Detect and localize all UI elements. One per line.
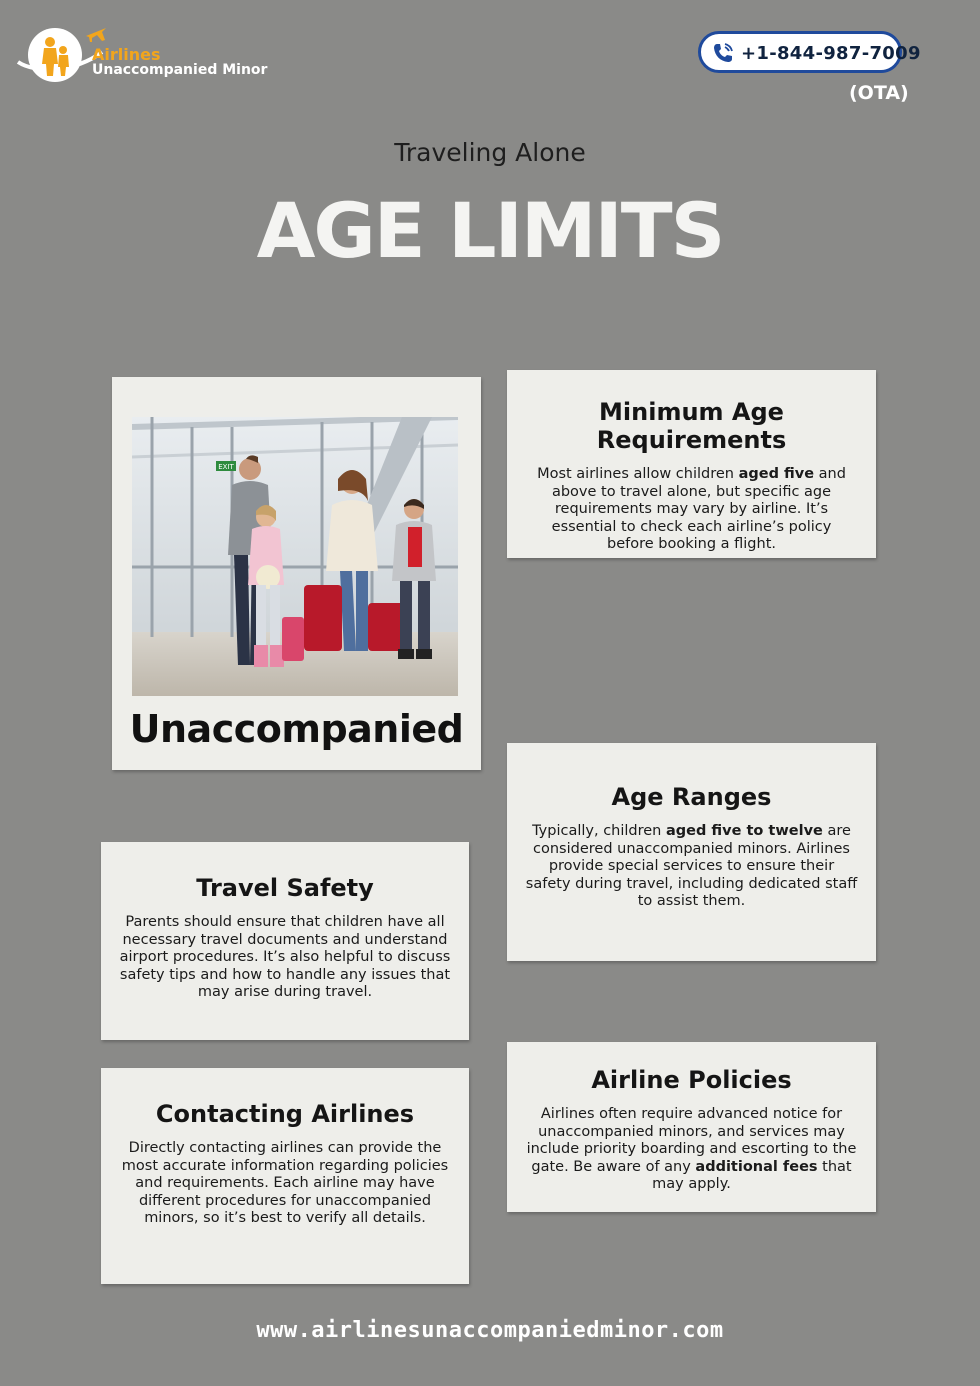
photo-card bbox=[112, 377, 481, 770]
card-minimum-age-text: Most airlines allow children aged five and above to travel alone, but specific age requirements may vary by airline. It’s essential to check each airline’s policy before booking a flight. bbox=[537, 466, 846, 552]
card-travel-safety bbox=[101, 842, 469, 1040]
family-logo-icon bbox=[28, 28, 82, 82]
card-airline-policies-text: Airlines often require advanced notice for unaccompanied minors, and services may include priority boarding and escorting to the gate. Be aware of any additional fees that may apply. bbox=[526, 1106, 857, 1192]
logo[interactable] bbox=[16, 24, 276, 88]
card-contacting-airlines-text: Directly contacting airlines can provide the most accurate information regarding policies and requirements. Each airline may have different procedures for unaccompanied minors, so it’s best to verify all details. bbox=[121, 1140, 449, 1226]
card-travel-safety-text: Parents should ensure that children have all necessary travel documents and understand airport procedures. It’s also helpful to discuss safety tips and how to handle any issues that may arise during travel. bbox=[119, 914, 451, 1000]
page-title: AGE LIMITS bbox=[256, 186, 724, 275]
phone-button[interactable] bbox=[698, 31, 921, 73]
card-contacting-airlines-title: Contacting Airlines bbox=[155, 1100, 415, 1128]
card-contacting-airlines bbox=[101, 1068, 469, 1284]
page-subtitle: Traveling Alone bbox=[394, 138, 586, 167]
card-age-ranges-title: Age Ranges bbox=[611, 783, 772, 811]
card-travel-safety-title: Travel Safety bbox=[196, 874, 374, 902]
card-minimum-age-title: Minimum Age Requirements bbox=[596, 398, 787, 454]
card-age-ranges-text: Typically, children aged five to twelve are considered unaccompanied minors. Airlines provide special services to ensure their safety during travel, including dedicated staff to assist them. bbox=[525, 823, 858, 909]
photo-caption: Unaccompanied bbox=[129, 707, 464, 751]
card-age-ranges bbox=[507, 743, 876, 961]
card-airline-policies-title: Airline Policies bbox=[591, 1066, 792, 1094]
exit-sign-text: EXIT bbox=[218, 463, 234, 471]
logo-subtitle-text: Unaccompanied Minor bbox=[92, 62, 268, 78]
card-airline-policies bbox=[507, 1042, 876, 1212]
plane-icon bbox=[84, 24, 108, 46]
logo-brand-text: Airlines bbox=[92, 45, 161, 64]
family-airport-photo bbox=[132, 417, 458, 696]
phone-number: +1-844-987-7009 bbox=[741, 43, 921, 64]
phone-icon bbox=[711, 41, 735, 65]
footer-website-link[interactable]: www.airlinesunaccompaniedminor.com bbox=[256, 1318, 724, 1343]
card-minimum-age bbox=[507, 370, 876, 558]
ota-label: (OTA) bbox=[849, 82, 909, 104]
